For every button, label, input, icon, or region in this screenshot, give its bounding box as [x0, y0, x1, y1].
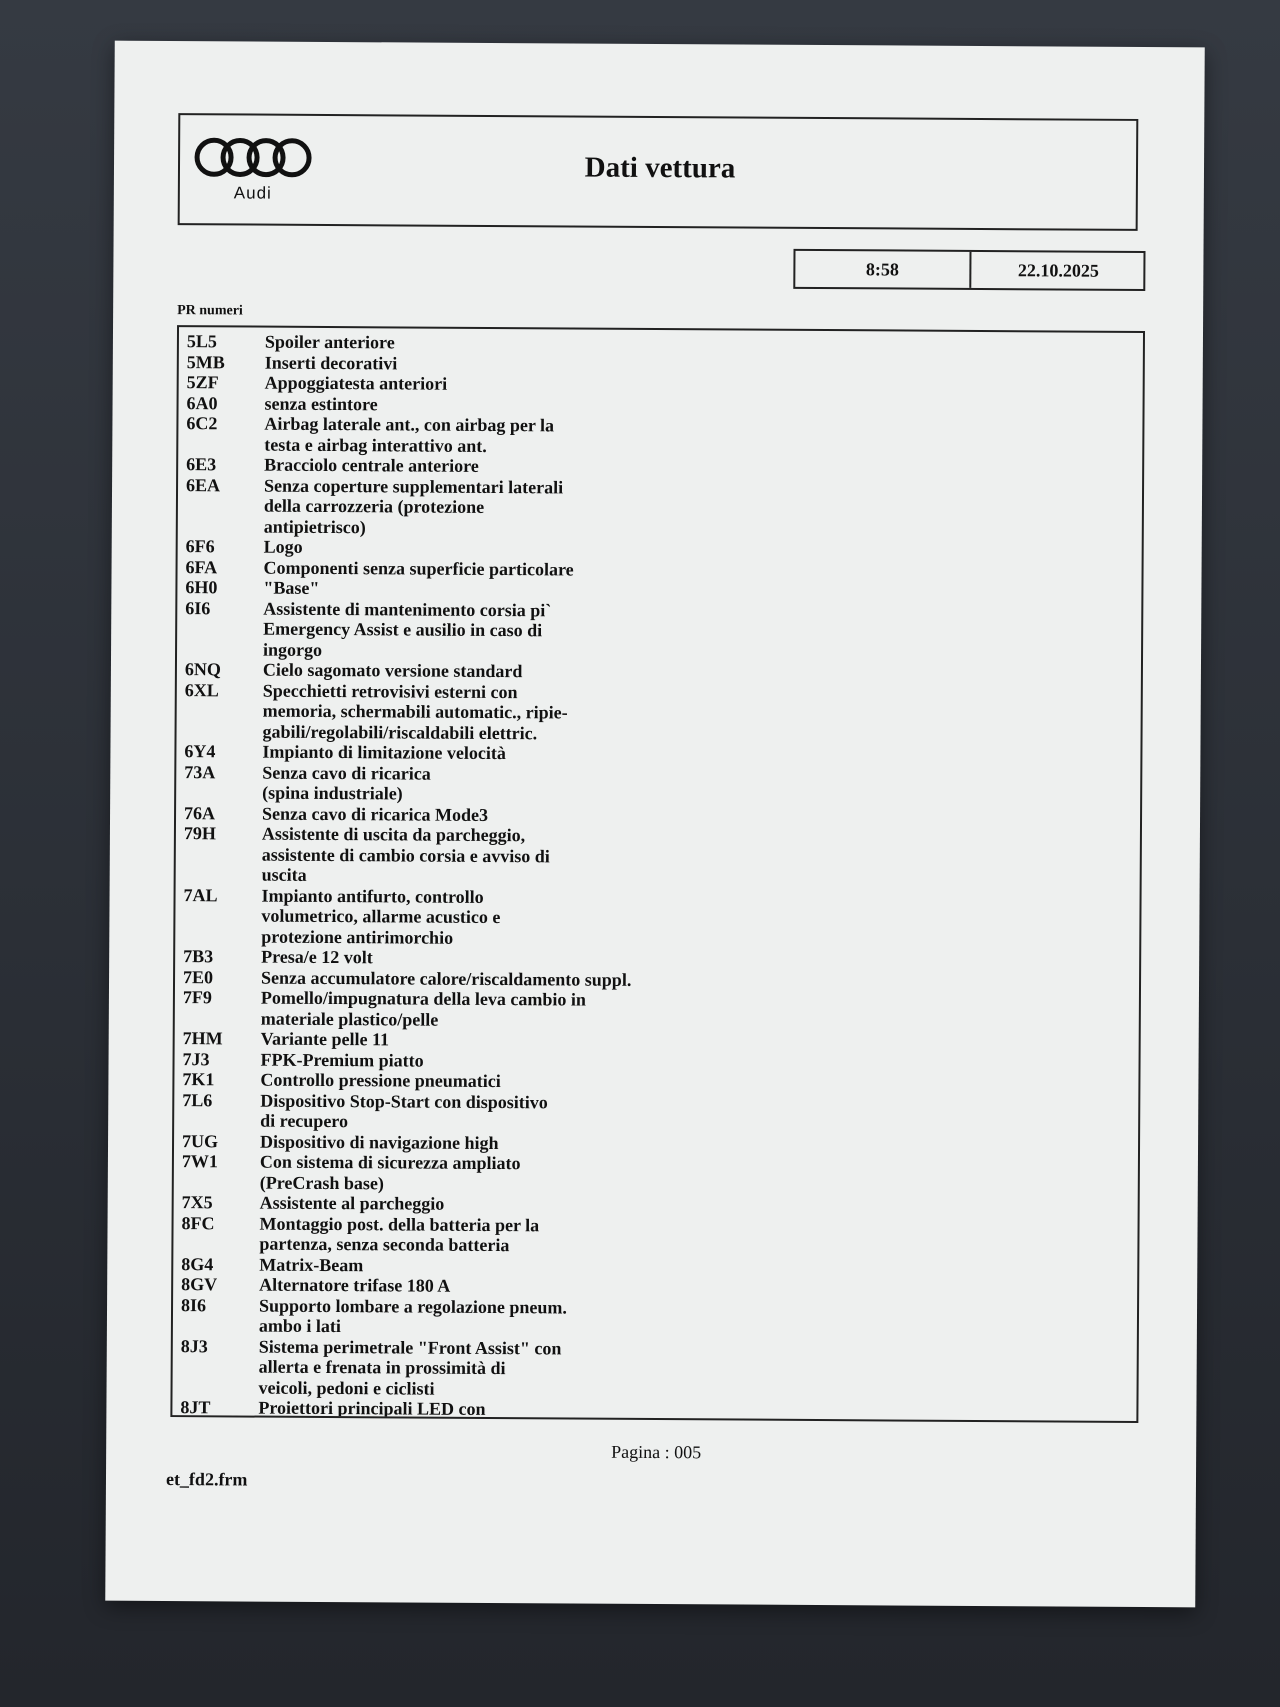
list-item	[182, 1151, 742, 1195]
pr-description: Assistente al parcheggio	[259, 1192, 445, 1214]
pr-code: 7W1	[181, 1151, 218, 1172]
pr-description: Senza cavo di ricarica (spina industriale)	[262, 762, 431, 804]
pr-code: 7UG	[181, 1130, 219, 1151]
pr-description: Variante pelle 11	[260, 1028, 390, 1050]
four-rings-icon	[194, 133, 314, 182]
list-item	[180, 1336, 740, 1401]
pr-code: 7HM	[182, 1028, 223, 1049]
pr-code: 6FA	[185, 556, 218, 577]
pr-code: 8FC	[181, 1212, 215, 1233]
pr-description: Spoiler anteriore	[264, 331, 395, 353]
page-title: Dati vettura	[584, 151, 736, 185]
brand-name: Audi	[233, 183, 272, 203]
list-item	[184, 823, 744, 888]
pr-description: Supporto lombare a regolazione pneum. ambo i lati	[258, 1295, 567, 1337]
pr-description: Assistente di mantenimento corsia pi` Emergency Assist e ausilio in caso di ingorgo	[262, 598, 552, 660]
pr-description: Presa/e 12 volt	[261, 946, 373, 968]
pr-description: "Base"	[263, 577, 320, 598]
pr-code: 7X5	[181, 1192, 213, 1213]
pr-description: Inserti decorativi	[264, 352, 398, 373]
section-label: PR numeri	[177, 303, 243, 319]
pr-description: Controllo pressione pneumatici	[260, 1069, 501, 1092]
pr-code: 7J3	[182, 1048, 210, 1069]
pr-code: 7B3	[183, 946, 214, 967]
pr-code: 8GV	[181, 1274, 218, 1295]
pr-description: Bracciolo centrale anteriore	[264, 454, 479, 476]
pr-code: 6NQ	[184, 659, 221, 680]
pr-description: Logo	[263, 536, 303, 557]
brand-logo	[194, 133, 314, 214]
pr-code: 6F6	[185, 536, 215, 557]
pr-description: Specchietti retrovisivi esterni con memoria, schermabili automatic., ripie- gabili/regolabili/riscaldabili elettric.	[262, 680, 568, 743]
pr-code: 6H0	[185, 577, 218, 598]
pr-code: 8G4	[181, 1253, 214, 1274]
list-item	[184, 680, 744, 745]
list-item	[186, 413, 746, 457]
page-number: Pagina : 005	[611, 1441, 702, 1463]
pr-description: FPK-Premium piatto	[260, 1049, 424, 1071]
list-item	[181, 1295, 741, 1339]
pr-description: Matrix-Beam	[259, 1254, 364, 1275]
pr-code: 76A	[183, 802, 216, 823]
pr-number-list-box	[170, 325, 1145, 1423]
pr-code: 7K1	[182, 1069, 215, 1090]
document-header	[178, 113, 1139, 231]
pr-description: Senza accumulatore calore/riscaldamento suppl.	[260, 967, 632, 990]
pr-description: Airbag laterale ant., con airbag per la testa e airbag interattivo ant.	[264, 413, 555, 456]
pr-description: Componenti senza superficie particolare	[263, 557, 574, 579]
document-page	[105, 41, 1205, 1608]
list-item	[181, 1213, 741, 1257]
pr-code: 73A	[184, 761, 216, 782]
print-date: 22.10.2025	[1017, 259, 1099, 281]
pr-code: 6A0	[186, 392, 218, 413]
list-item	[184, 762, 744, 806]
pr-code: 7L6	[182, 1089, 213, 1110]
pr-description: Con sistema di sicurezza ampliato (PreCrash base)	[259, 1151, 521, 1193]
pr-description: Assistente di uscita da parcheggio, assistente di cambio corsia e avviso di uscita	[261, 823, 550, 885]
list-item	[183, 885, 743, 950]
pr-code: 8JT	[180, 1397, 211, 1418]
pr-description: Proiettori principali LED con	[258, 1397, 486, 1419]
pr-code: 6I6	[185, 597, 211, 618]
pr-description: Appoggiatesta anteriori	[264, 372, 448, 394]
pr-code: 7AL	[183, 884, 218, 905]
pr-code: 8J3	[180, 1335, 208, 1356]
pr-code: 6EA	[186, 474, 221, 495]
list-item	[185, 598, 745, 663]
pr-code: 5ZF	[186, 372, 219, 393]
pr-description: Dispositivo di navigazione high	[259, 1131, 499, 1153]
list-item	[186, 475, 746, 540]
pr-description: Impianto di limitazione velocità	[262, 741, 506, 764]
pr-description: Senza coperture supplementari laterali della carrozzeria (protezione antipietrisco)	[263, 475, 564, 537]
list-item	[180, 1397, 740, 1421]
pr-code: 7E0	[182, 966, 214, 987]
pr-description: Pomello/impugnatura della leva cambio in materiale plastico/pelle	[260, 987, 587, 1030]
pr-code: 6XL	[184, 679, 219, 700]
pr-code: 7F9	[182, 987, 212, 1008]
pr-number-list	[180, 331, 747, 1421]
pr-description: Senza cavo di ricarica Mode3	[261, 803, 489, 825]
pr-description: senza estintore	[264, 393, 378, 414]
list-item	[183, 987, 743, 1031]
pr-description: Impianto antifurto, controllo volumetrico, allarme acustico e protezione antirimorchio	[261, 885, 501, 948]
pr-code: 8I6	[180, 1294, 207, 1315]
form-identifier: et_fd2.frm	[165, 1469, 248, 1490]
pr-code: 79H	[183, 823, 217, 844]
pr-code: 6E3	[186, 454, 217, 475]
pr-description: Sistema perimetrale "Front Assist" con allerta e frenata in prossimità di veicoli, pedoni e ciclisti	[258, 1336, 562, 1399]
pr-description: Alternatore trifase 180 A	[259, 1274, 451, 1296]
print-time: 8:58	[795, 251, 971, 288]
pr-code: 6C2	[186, 413, 218, 434]
list-item	[182, 1090, 742, 1134]
pr-description: Cielo sagomato versione standard	[262, 659, 523, 682]
pr-code: 6Y4	[184, 741, 216, 762]
pr-code: 5L5	[186, 331, 218, 352]
timestamp-box	[793, 249, 1145, 291]
pr-description: Dispositivo Stop-Start con dispositivo di recupero	[260, 1090, 548, 1132]
pr-description: Montaggio post. della batteria per la partenza, senza seconda batteria	[259, 1213, 540, 1256]
pr-code: 5MB	[186, 351, 225, 372]
